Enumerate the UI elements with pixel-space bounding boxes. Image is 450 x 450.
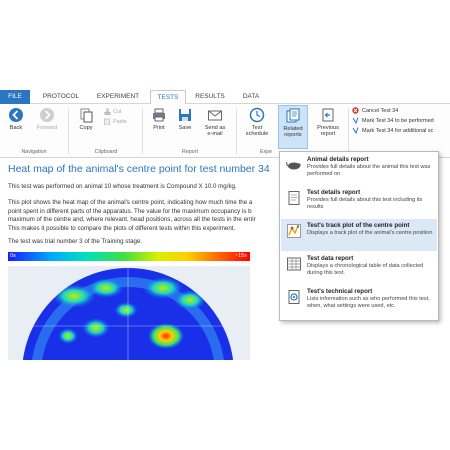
heatmap-color-scale: [8, 252, 250, 261]
paste-icon: [104, 118, 111, 125]
related-reports-label-1: Related: [283, 126, 303, 132]
menu-item-test-data[interactable]: [281, 252, 437, 284]
tab-tests[interactable]: TESTS: [150, 90, 186, 105]
save-button[interactable]: [174, 107, 196, 147]
mouse-icon: [286, 157, 302, 173]
ribbon: [0, 104, 450, 158]
menu-item-title: Test data report: [307, 255, 354, 262]
tab-data[interactable]: DATA: [242, 93, 260, 100]
menu-item-description: Provides full details about the animal this test was performed on: [307, 164, 431, 177]
intro-text: This test was performed on animal 10 whose treatment is Compound X 10.0 mg/kg.: [8, 183, 237, 190]
menu-item-title: Test's technical report: [307, 288, 373, 295]
heatmap-plot: [8, 266, 250, 360]
test-schedule-button[interactable]: [242, 107, 272, 147]
send-email-label-1: Send as: [204, 125, 226, 131]
group-separator: [142, 108, 143, 154]
test-schedule-label-2: schedule: [245, 131, 269, 138]
previous-report-label-1: Previous: [317, 125, 339, 131]
group-label-clipboard: Clipboard: [94, 149, 118, 155]
mark-performed-label: Mark Test 34 to be performed: [362, 118, 434, 124]
paste-label: Paste: [113, 119, 127, 125]
save-icon: [177, 107, 193, 123]
page-title: Heat map of the animal's centre point for test number 34: [8, 163, 270, 175]
arrow-icon: [352, 117, 359, 124]
menu-item-description: Displays a track plot of the animal's centre position: [307, 230, 433, 236]
group-label-navigation: Navigation: [21, 149, 47, 155]
document-icon: [286, 190, 302, 206]
track-plot-icon: [286, 223, 302, 239]
group-separator: [236, 108, 237, 154]
copy-label: Copy: [79, 125, 93, 131]
email-icon: [207, 107, 223, 123]
menu-item-title: Test details report: [307, 189, 361, 196]
group-label-report: Report: [182, 149, 198, 155]
arrow-icon: [352, 127, 359, 134]
mark-additional-label: Mark Test 34 for additional sc: [362, 128, 434, 134]
description-line-2: point spent in different parts of the apparatus. The value for the maximum occupancy is b: [8, 207, 252, 215]
scale-max-label: ~15s: [234, 253, 247, 259]
cancel-test-label: Cancel Test 34: [362, 108, 399, 114]
menu-item-title: Animal details report: [307, 156, 369, 163]
save-label: Save: [178, 125, 192, 131]
previous-report-icon: [320, 107, 336, 123]
related-reports-icon: [285, 108, 301, 124]
menu-item-technical-report[interactable]: [281, 285, 437, 320]
paste-button[interactable]: [104, 118, 127, 126]
back-arrow-icon: [8, 107, 24, 123]
scale-min-label: 0s: [10, 253, 16, 259]
tab-protocol[interactable]: PROTOCOL: [42, 93, 80, 100]
related-reports-label-2: reports: [284, 132, 302, 139]
printer-icon: [151, 107, 167, 123]
description-line-4: This makes it possible to compare the plots of different tests within this experiment.: [8, 224, 236, 232]
test-actions-list: [352, 106, 450, 136]
cut-label: Cut: [113, 109, 122, 115]
menu-item-description: Lists information such as who performed this test, when, what settings were used, etc.: [307, 296, 430, 309]
test-schedule-label-1: Test: [251, 125, 263, 131]
tab-experiment[interactable]: EXPERIMENT: [96, 93, 140, 100]
group-separator: [68, 108, 69, 154]
trial-info-text: The test was trial number 3 of the Training stage.: [8, 238, 143, 245]
menu-item-description: Provides full details about this test including its results: [307, 197, 423, 210]
previous-report-button[interactable]: [312, 107, 344, 147]
cancel-icon: [352, 107, 359, 114]
group-label-expe: Expe: [259, 149, 273, 155]
menu-item-title: Test's track plot of the centre point: [307, 222, 410, 229]
description-line-1: This plot shows the heat map of the animal's centre point, indicating how much time the a: [8, 199, 253, 206]
ribbon-tab-bar: [0, 90, 450, 104]
forward-button[interactable]: [32, 107, 62, 147]
print-label: Print: [153, 125, 165, 131]
copy-button[interactable]: [74, 107, 98, 147]
send-email-button[interactable]: [200, 107, 230, 147]
clock-icon: [249, 107, 265, 123]
menu-item-test-details[interactable]: [281, 186, 437, 218]
mark-additional-button[interactable]: [352, 126, 450, 136]
tab-results[interactable]: RESULTS: [195, 93, 225, 100]
mark-performed-button[interactable]: [352, 116, 450, 126]
tab-file[interactable]: FILE: [0, 90, 30, 104]
menu-item-track-plot[interactable]: [281, 219, 437, 251]
technical-report-icon: [286, 289, 302, 305]
app-window: [0, 90, 450, 360]
send-email-label-2: e-mail: [207, 131, 223, 138]
group-separator: [348, 108, 349, 154]
previous-report-label-2: report: [320, 131, 336, 138]
description-line-3: maximum of the centre and, where relevant, head positions, across all the tests in the entir: [8, 216, 256, 223]
menu-item-description: Displays a chronological table of data collected during this test.: [307, 263, 424, 276]
heatmap-graphic: [8, 266, 250, 360]
table-icon: [286, 256, 302, 272]
related-reports-menu: [279, 151, 439, 321]
scissors-icon: [104, 108, 111, 115]
cancel-test-button[interactable]: [352, 106, 450, 116]
print-button[interactable]: [148, 107, 170, 147]
forward-label: Forward: [36, 125, 58, 131]
back-label: Back: [9, 125, 23, 131]
menu-item-animal-details[interactable]: [281, 153, 437, 185]
related-reports-button[interactable]: [278, 105, 308, 149]
copy-icon: [78, 107, 94, 123]
forward-arrow-icon: [39, 107, 55, 123]
cut-button[interactable]: [104, 108, 121, 116]
back-button[interactable]: [4, 107, 28, 147]
